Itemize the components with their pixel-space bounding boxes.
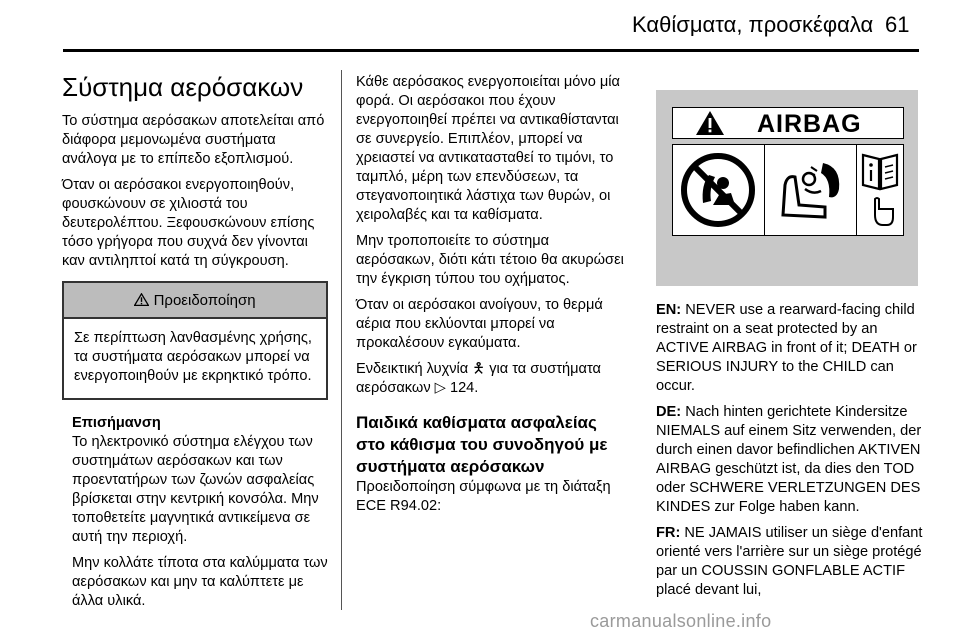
- warning-fr-text: NE JAMAIS utiliser un siège d'enfant orienté vers l'arrière sur un siège protégé par un COUSSIN GONFLABLE ACTIF placé devant lui,: [656, 525, 923, 598]
- indented-block: [356, 73, 626, 289]
- section-heading: Σύστημα αερόσακων: [62, 72, 304, 102]
- sub-heading: Παιδικά καθίσματα ασφαλείας στο κάθισμα του συνοδηγού με συστήματα αερόσακων: [356, 413, 608, 476]
- paragraph: Μην τροποποιείτε το σύστημα αερόσακων, διότι κάτι τέτοιο θα ακυρώσει την έγκριση τύπου του οχήματος.: [356, 233, 624, 287]
- paragraph: Όταν οι αερόσακοι ανοίγουν, το θερμά αέρια που εκλύονται μπορεί να προκαλέσουν εγκαύματα.: [356, 297, 603, 351]
- lang-label-en: EN:: [656, 302, 682, 318]
- column-middle: [356, 73, 626, 523]
- airbag-warning-label: [656, 90, 918, 286]
- airbag-word: AIRBAG: [757, 110, 862, 138]
- airbag-label-pictograms: [672, 144, 904, 236]
- hazard-triangle-icon: [695, 110, 725, 141]
- page-header-title: Καθίσματα, προσκέφαλα: [632, 12, 874, 37]
- airbag-label-top: [672, 107, 904, 139]
- note-text: Το ηλεκτρονικό σύστημα ελέγχου των συστημάτων αερόσακων και των προεντατήρων των ζωνών ασφαλείας βρίσκεται στην κεντρική κονσόλα. Μην τοποθετείτε μαγνητικά αντικείμενα σε αυτή την περιοχή.: [72, 434, 319, 545]
- warning-en-text: NEVER use a rearward-facing child restraint on a seat protected by an ACTIVE AIRBAG in front of it; DEATH or SERIOUS INJURY to the CHILD can occur.: [656, 302, 917, 394]
- warning-header: [64, 283, 326, 319]
- warning-title: Προειδοποίηση: [153, 292, 256, 309]
- lang-label-de: DE:: [656, 404, 682, 420]
- paragraph: Ενδεικτική λυχνία 🯅 για τα συστήματα αερόσακων ▷ 124.: [356, 361, 601, 396]
- lang-label-fr: FR:: [656, 525, 681, 541]
- column-divider: [341, 70, 342, 610]
- airbag-deploy-seat-icon: [765, 145, 857, 235]
- warning-text: Σε περίπτωση λανθασμένης χρήσης, τα συστήματα αερόσακων μπορεί να ενεργοποιηθούν με εκρηκτικό τρόπο.: [74, 330, 312, 384]
- paragraph: Όταν οι αερόσακοι ενεργοποιηθούν, φουσκώνουν σε χιλιοστά του δευτερολέπτου. Ξεφουσκώνουν επίσης τόσο γρήγορα που συχνά δεν γίνονται καν αντιληπτοί κατά τη σύγκρουση.: [62, 177, 315, 269]
- no-rear-facing-seat-icon: [673, 145, 765, 235]
- warning-en: [656, 301, 924, 396]
- header-rule: [63, 49, 919, 52]
- page-number: 61: [885, 12, 910, 37]
- read-manual-icon: [857, 145, 903, 235]
- note-title: Επισήμανση: [72, 415, 161, 431]
- column-left: [62, 72, 330, 618]
- paragraph: Το σύστημα αερόσακων αποτελείται από διάφορα μεμονωμένα συστήματα ανάλογα με το επίπεδο εξοπλισμού.: [62, 113, 325, 167]
- warning-de-text: Nach hinten gerichtete Kindersitze NIEMALS auf einem Sitz verwenden, der durch einen davor befindlichen AKTIVEN AIRBAG geschützt ist, da dies den TOD oder SCHWERE VERLETZUNGEN DES KINDES zur Folge haben kann.: [656, 404, 922, 515]
- note: [62, 414, 330, 611]
- warning-box: [62, 281, 328, 400]
- paragraph: Προειδοποίηση σύμφωνα με τη διάταξη ECE R94.02:: [356, 479, 611, 514]
- paragraph: Μην κολλάτε τίποτα στα καλύμματα των αερόσακων και μην τα καλύπτετε με άλλα υλικά.: [72, 555, 328, 609]
- watermark: carmanualsonline.info: [590, 611, 772, 631]
- paragraph: Κάθε αερόσακος ενεργοποιείται μόνο μία φορά. Οι αερόσακοι που έχουν ενεργοποιηθεί πρέπει να αντικαθίστανται σε συνεργείο. Επιπλέον, μπορεί να χρειαστεί να αντικατασταθεί το τιμόνι, το ταμπλό, μέρη των επενδύσεων, τα στεγανοποιητικά λάστιχα των θυρών, οι χειρολαβές και τα καθίσματα.: [356, 74, 620, 223]
- warning-fr: [656, 524, 924, 600]
- warning-de: [656, 403, 924, 517]
- column-right: [656, 301, 924, 607]
- warning-triangle-icon: [134, 292, 153, 309]
